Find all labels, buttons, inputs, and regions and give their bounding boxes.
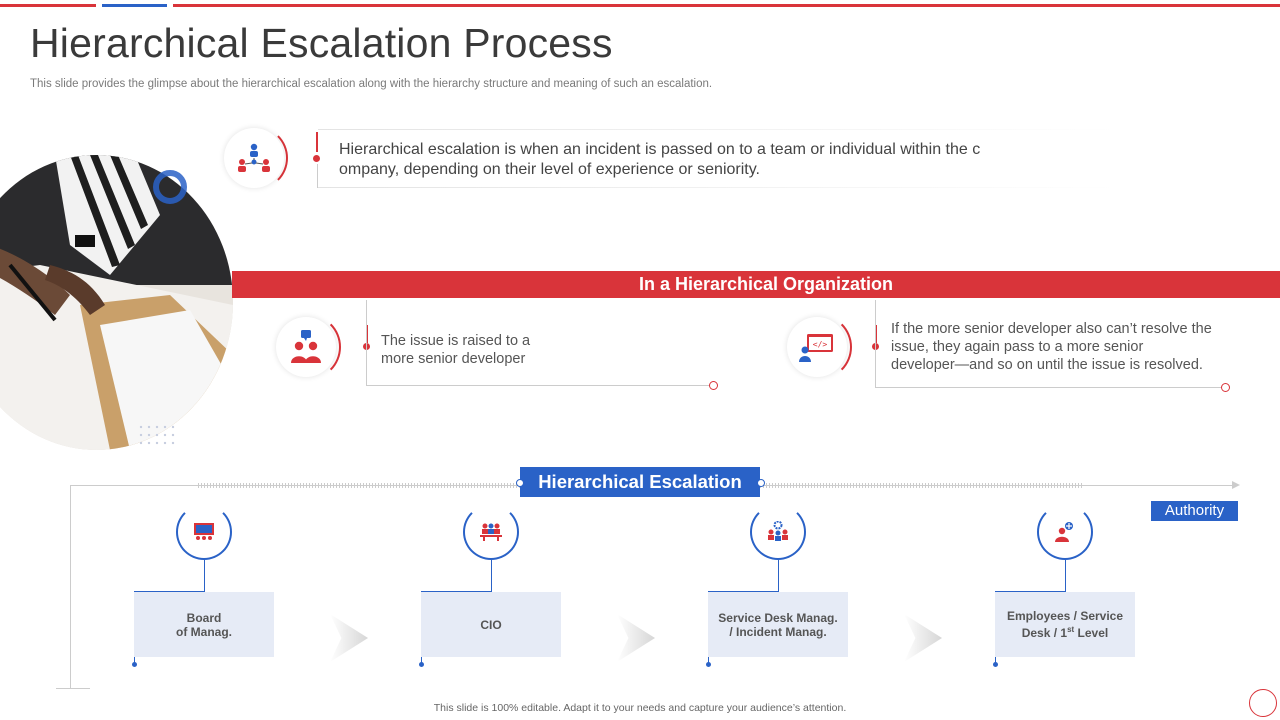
definition-box-top — [318, 129, 1118, 130]
gear-team-icon — [766, 521, 790, 543]
stage-4-line-1: Employees / Service — [1006, 609, 1124, 623]
footer-note: This slide is 100% editable. Adapt it to your needs and capture your audience’s attention. — [433, 702, 847, 714]
stage-4-line-2a: Desk / 1 — [1021, 626, 1068, 640]
escalation-label: Hierarchical Escalation — [538, 471, 742, 492]
stage-4-dot — [993, 662, 998, 667]
definition-box-bottom — [318, 187, 1118, 188]
stage-4-icon-circle — [1037, 504, 1093, 560]
stage-arrow-1 — [330, 614, 368, 662]
definition-line-2: ompany, depending on their level of experience or seniority. — [339, 160, 760, 178]
stage-1-icon-circle — [176, 504, 232, 560]
escalation-dash-right — [760, 483, 1082, 488]
definition-text — [339, 140, 1039, 179]
office-photo — [0, 155, 233, 450]
definition-divider-grey — [317, 164, 318, 188]
stage-1-box — [134, 592, 274, 657]
photo-circle — [0, 155, 233, 450]
board-meeting-icon — [192, 522, 216, 542]
org-point-2-end — [1221, 383, 1230, 392]
stage-3-icon-circle — [750, 504, 806, 560]
stage-arrow-3 — [904, 614, 942, 662]
svg-text:</>: </> — [812, 340, 828, 349]
stage-1-dot — [132, 662, 137, 667]
escalation-dash-left — [198, 483, 520, 488]
escalation-axis-v — [70, 485, 71, 689]
stage-3-dot — [706, 662, 711, 667]
stage-3-line-1: Service Desk Manag. — [718, 610, 838, 625]
stage-1-line-1: Board — [186, 610, 222, 625]
team-chat-icon — [288, 330, 324, 364]
org-point-1-line-2: more senior developer — [381, 351, 526, 367]
authority-label: Authority — [1164, 502, 1225, 519]
org-point-2-line-v — [875, 300, 876, 388]
org-banner — [232, 271, 1280, 298]
escalation-axis-base — [56, 688, 90, 689]
top-bar-blue — [102, 4, 167, 7]
org-point-2-line-1: If the more senior developer also can’t resolve the — [891, 321, 1212, 337]
org-point-1-icon-circle — [276, 317, 336, 377]
developer-code-icon — [799, 332, 835, 362]
organization-icon — [236, 142, 272, 174]
org-point-2-line-h — [875, 387, 1221, 388]
stage-4-line-2 — [1007, 623, 1123, 640]
org-point-1-line-h — [366, 385, 710, 386]
page-subtitle: This slide provides the glimpse about the hierarchical escalation along with the hierarchy structure and meaning of such an escalation. — [30, 78, 713, 90]
definition-connector-dot — [313, 155, 320, 162]
org-point-1-text — [381, 332, 641, 368]
employee-support-icon — [1053, 521, 1077, 543]
definition-line-1: Hierarchical escalation is when an incident is passed on to a team or individual within the c — [339, 141, 981, 158]
stage-4-line-2b: Level — [1074, 626, 1109, 640]
stage-2-icon-circle — [463, 504, 519, 560]
authority-badge — [1151, 501, 1238, 521]
decorative-dots — [137, 423, 177, 449]
org-point-2-text — [891, 320, 1251, 374]
escalation-arrow-head — [1232, 481, 1240, 489]
org-point-2-line-2: issue, they again pass to a more senior — [891, 339, 1144, 355]
team-icon — [479, 522, 503, 542]
stage-2-connector — [491, 560, 492, 592]
org-point-1-end — [709, 381, 718, 390]
stage-arrow-2 — [617, 614, 655, 662]
stage-2-dot — [419, 662, 424, 667]
stage-3-connector — [778, 560, 779, 592]
stage-3-box — [708, 592, 848, 657]
corner-circle — [1249, 689, 1277, 717]
definition-divider-red — [316, 132, 318, 152]
stage-4-box — [995, 592, 1135, 657]
decorative-ring — [153, 170, 187, 204]
escalation-label-box — [520, 467, 760, 497]
top-bar-red-right — [173, 4, 1280, 7]
definition-icon-circle — [224, 128, 284, 188]
escalation-label-dot-right — [757, 479, 765, 487]
stage-2-line-1: CIO — [480, 617, 502, 632]
stage-4-connector — [1065, 560, 1066, 592]
stage-1-line-2: of Manag. — [176, 624, 232, 639]
stage-1-connector — [204, 560, 205, 592]
escalation-label-dot-left — [516, 479, 524, 487]
top-bar-red-left — [0, 4, 96, 7]
stage-4-sup: st — [1067, 625, 1075, 634]
org-point-1-line-1: The issue is raised to a — [381, 333, 531, 349]
org-point-2-line-3: developer—and so on until the issue is resolved. — [891, 357, 1203, 373]
org-banner-label: In a Hierarchical Organization — [638, 274, 894, 294]
stage-3-line-2: / Incident Manag. — [729, 624, 827, 639]
org-point-1-line-v — [366, 300, 367, 386]
org-point-2-icon-circle — [787, 317, 847, 377]
stage-2-box — [421, 592, 561, 657]
page-title: Hierarchical Escalation Process — [30, 20, 613, 66]
